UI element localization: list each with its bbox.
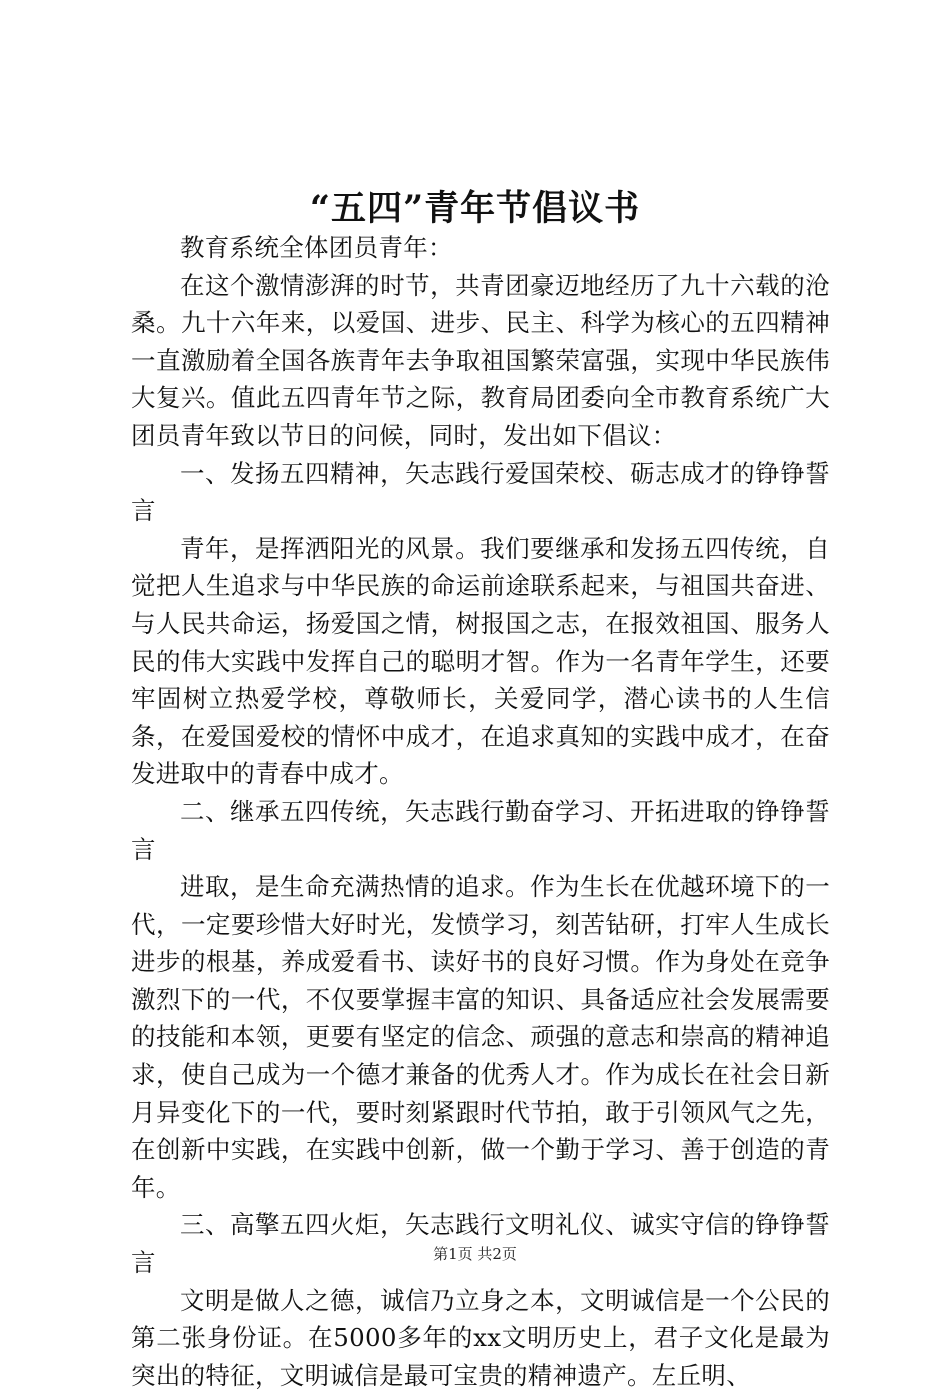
section-paragraph-3: 文明是做人之德，诚信乃立身之本，文明诚信是一个公民的第二张身份证。在5000多年的xx文明历史上，君子文化是最为突出的特征，文明诚信是最可宝贵的精神遗产。左丘明、 (131, 1285, 830, 1390)
intro-paragraph: 在这个激情澎湃的时节，共青团豪迈地经历了九十六载的沧桑。九十六年来，以爱国、进步、民主、科学为核心的五四精神一直激励着全国各族青年去争取祖国繁荣富强，实现中华民族伟大复兴。值此五四青年节之际，教育局团委向全市教育系统广大团员青年致以节日的问候，同时，发出如下倡议： (131, 270, 830, 450)
document-title: “五四”青年节倡议书 (309, 188, 641, 229)
salutation-paragraph: 教育系统全体团员青年： (180, 233, 453, 262)
document-body (131, 229, 830, 1394)
section-paragraph-2: 进取，是生命充满热情的追求。作为生长在优越环境下的一代，一定要珍惜大好时光，发愤学习，刻苦钻研，打牢人生成长进步的根基，养成爱看书、读好书的良好习惯。作为身处在竞争激烈下的一代，不仅要掌握丰富的知识、具备适应社会发展需要的技能和本领，更要有坚定的信念、顽强的意志和崇高的精神追求，使自己成为一个德才兼备的优秀人才。作为成长在社会日新月异变化下的一代，要时刻紧跟时代节拍，敢于引领风气之先，在创新中实践，在实践中创新，做一个勤于学习、善于创造的青年。 (131, 872, 830, 1202)
section-paragraph-1: 青年，是挥洒阳光的风景。我们要继承和发扬五四传统，自觉把人生追求与中华民族的命运前途联系起来，与祖国共奋进、与人民共命运，扬爱国之情，树报国之志，在报效祖国、服务人民的伟大实践中发挥自己的聪明才智。作为一名青年学生，还要牢固树立热爱学校，尊敬师长，关爱同学，潜心读书的人生信条，在爱国爱校的情怀中成才，在追求真知的实践中成才，在奋发进取中的青春中成才。 (131, 533, 830, 789)
section-heading-2: 二、继承五四传统，矢志践行勤奋学习、开拓进取的铮铮誓言 (131, 796, 830, 864)
section-heading-1: 一、发扬五四精神，矢志践行爱国荣校、砺志成才的铮铮誓言 (131, 458, 830, 526)
page-footer (0, 1242, 950, 1266)
section-heading-3: 三、高擎五四火炬，矢志践行文明礼仪、诚实守信的铮铮誓言 (131, 1210, 830, 1278)
page-number: 第1页 共2页 (433, 1245, 517, 1263)
